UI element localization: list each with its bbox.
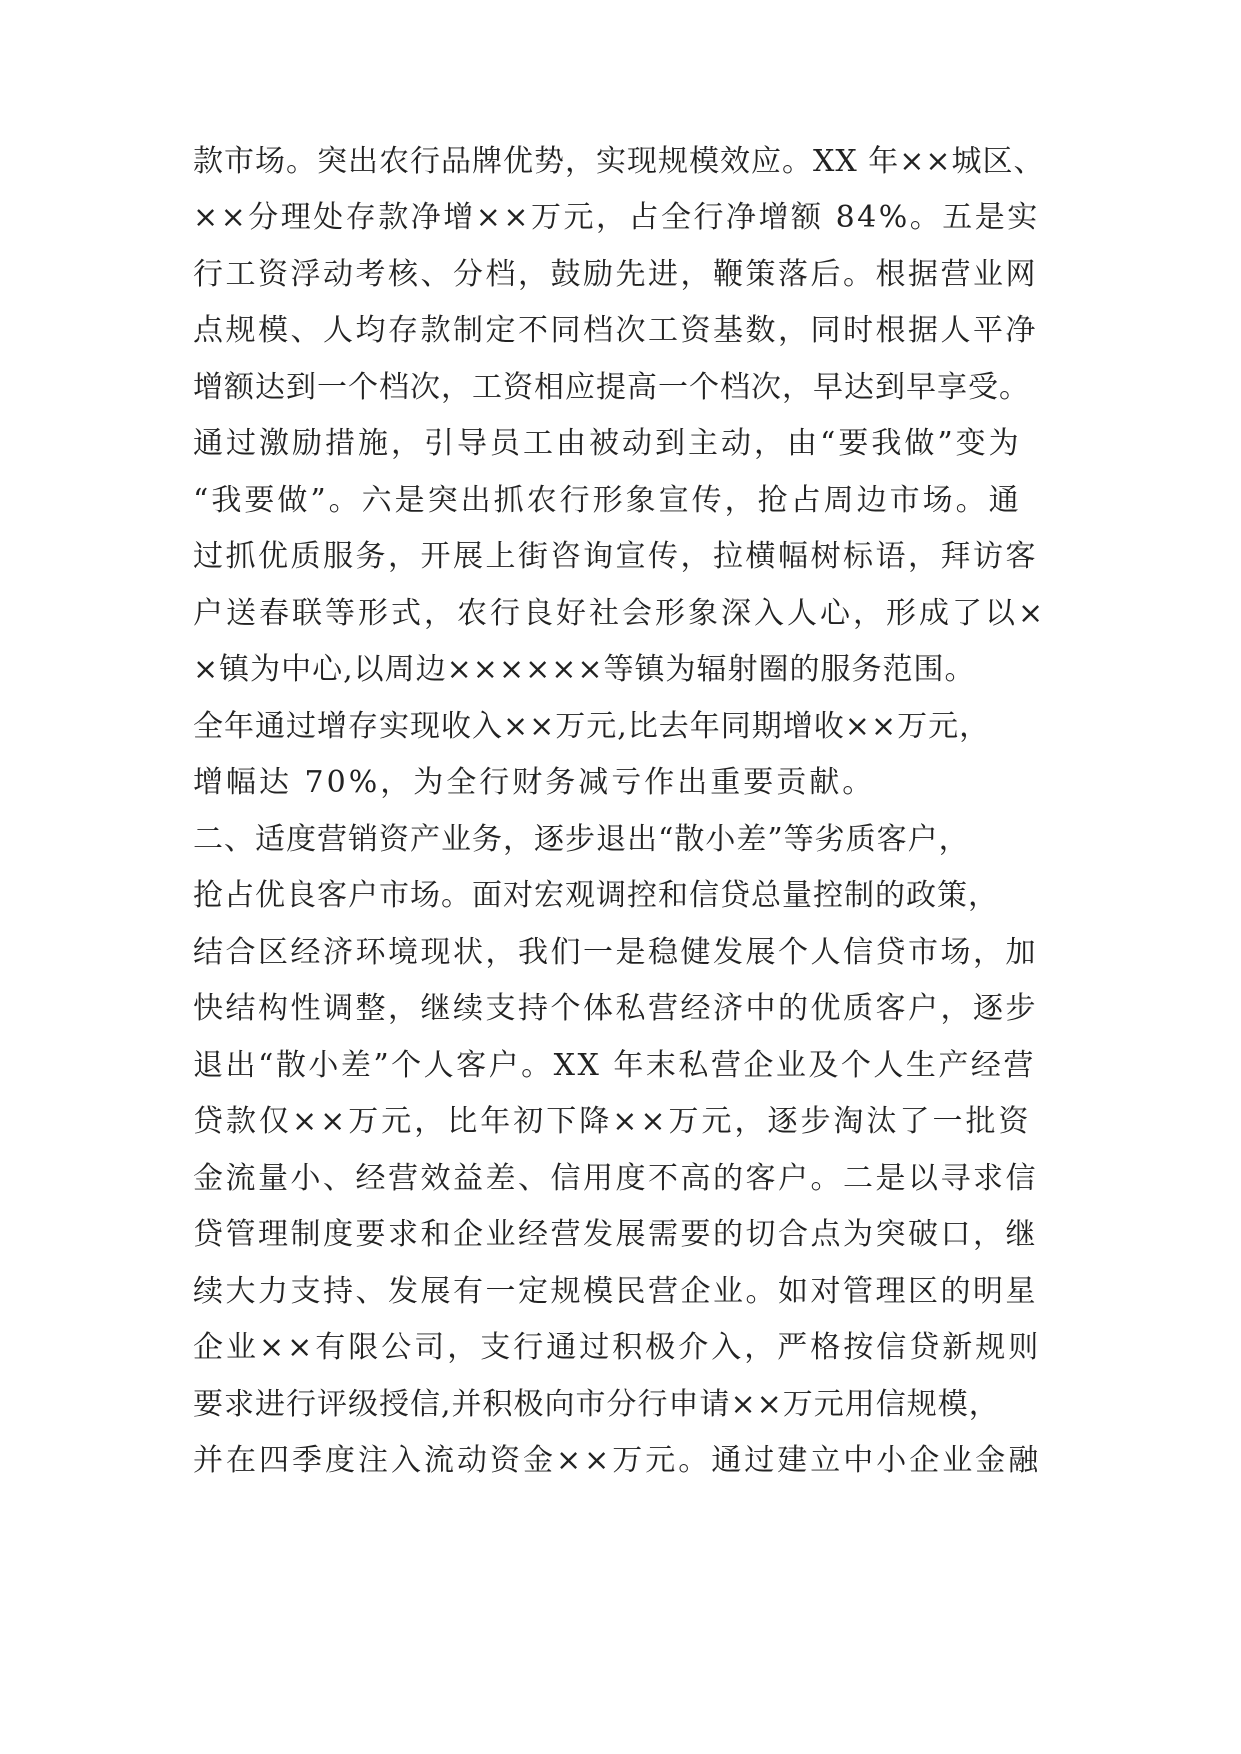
text-line: 贷管理制度要求和企业经营发展需要的切合点为突破口，继: [193, 1217, 1038, 1252]
text-line: 结合区经济环境现状，我们一是稳健发展个人信贷市场，加: [193, 935, 1038, 970]
text-line: 款市场。突出农行品牌优势，实现规模效应。XX 年××城区、: [193, 144, 1045, 179]
section-heading-line: 二、适度营销资产业务，逐步退出“散小差”等劣质客户，: [193, 822, 970, 857]
text-line: “我要做”。六是突出抓农行形象宣传，抢占周边市场。通: [193, 483, 1022, 518]
text-line: 行工资浮动考核、分档，鼓励先进，鞭策落后。根据营业网: [193, 257, 1038, 292]
text-line: 退出“散小差”个人客户。XX 年末私营企业及个人生产经营: [193, 1048, 1036, 1083]
text-line: 贷款仅××万元，比年初下降××万元，逐步淘汰了一批资: [193, 1104, 1032, 1139]
text-line: 增幅达 70%，为全行财务减亏作出重要贡献。: [193, 765, 876, 800]
text-line: 要求进行评级授信,并积极向市分行申请××万元用信规模，: [193, 1387, 1000, 1422]
text-line: 点规模、人均存款制定不同档次工资基数，同时根据人平净: [193, 313, 1038, 348]
text-line: 过抓优质服务，开展上街咨询宣传，拉横幅树标语，拜访客: [193, 539, 1038, 574]
text-line: 企业××有限公司，支行通过积极介入，严格按信贷新规则: [193, 1330, 1042, 1365]
text-line: 全年通过增存实现收入××万元,比去年同期增收××万元，: [193, 709, 991, 744]
text-line: 增额达到一个档次，工资相应提高一个档次，早达到早享受。: [193, 370, 1030, 405]
text-line: ×镇为中心,以周边××××××等镇为辐射圈的服务范围。: [193, 652, 976, 687]
text-line: 续大力支持、发展有一定规模民营企业。如对管理区的明星: [193, 1274, 1038, 1309]
text-line: 金流量小、经营效益差、信用度不高的客户。二是以寻求信: [193, 1161, 1038, 1196]
text-line: 户送春联等形式，农行良好社会形象深入人心，形成了以×: [193, 596, 1047, 631]
text-line: ××分理处存款净增××万元，占全行净增额 84%。五是实: [193, 200, 1040, 235]
text-line: 抢占优良客户市场。面对宏观调控和信贷总量控制的政策，: [193, 878, 999, 913]
text-line: 通过激励措施，引导员工由被动到主动，由“要我做”变为: [193, 426, 1022, 461]
text-line: 并在四季度注入流动资金××万元。通过建立中小企业金融: [193, 1443, 1042, 1478]
text-line: 快结构性调整，继续支持个体私营经济中的优质客户，逐步: [193, 991, 1038, 1026]
